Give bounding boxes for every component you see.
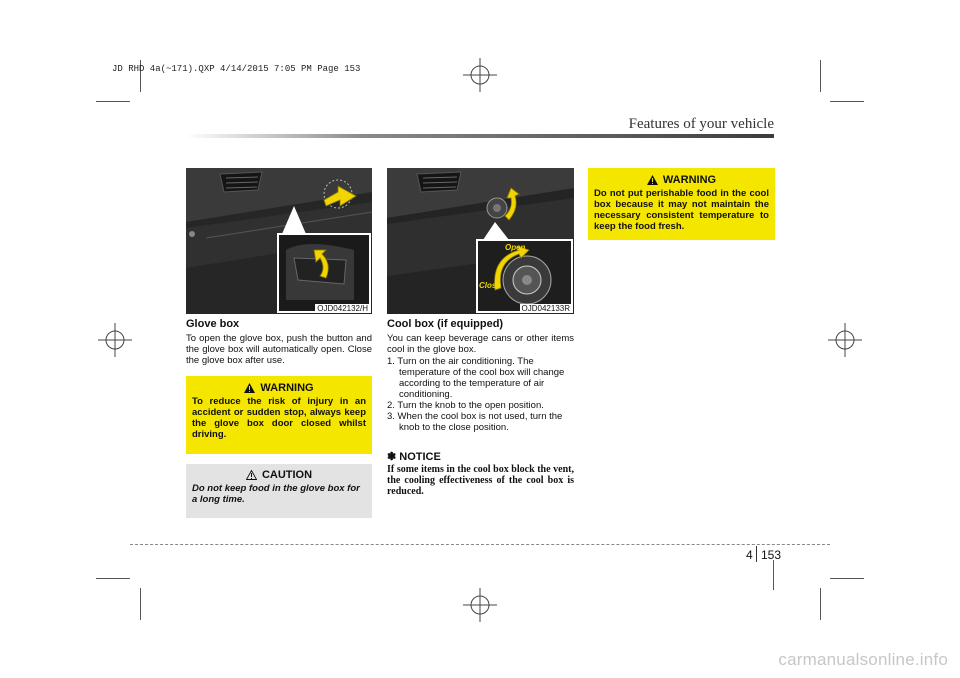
header-rule	[186, 134, 774, 138]
warning-text: To reduce the risk of injury in an accident or sudden stop, always keep the glove box door closed whilst driving.	[192, 396, 366, 440]
crop-mark	[830, 578, 864, 579]
photo-code: OJD042132/H	[317, 304, 368, 313]
page-number: 153	[761, 548, 782, 562]
caution-text: Do not keep food in the glove box for a long time.	[192, 483, 360, 505]
watermark: carmanualsonline.info	[778, 650, 948, 669]
warning-triangle-icon	[647, 175, 658, 185]
knob-close-label: Close	[479, 281, 501, 290]
caution-header	[192, 469, 366, 481]
caution-label: CAUTION	[261, 469, 313, 481]
crop-mark	[830, 101, 864, 102]
cool-box-title: Cool box (if equipped)	[387, 318, 504, 330]
glove-box-warning	[186, 376, 372, 454]
glove-box-photo	[186, 168, 372, 314]
registration-mark-icon	[828, 323, 862, 357]
registration-mark-icon	[98, 323, 132, 357]
file-slug: JD RHD 4a(~171).QXP 4/14/2015 7:05 PM Page 153	[112, 64, 361, 74]
cool-box-intro: You can keep beverage cans or other items cool in the glove box.	[387, 333, 574, 355]
glove-box-caution	[186, 464, 372, 518]
list-item: 2. Turn the knob to the open position.	[387, 400, 544, 411]
cool-box-steps	[387, 356, 574, 433]
warning-text: Do not put perishable food in the cool box because it may not maintain the necessary consistent temperature to keep the food fresh.	[594, 188, 769, 232]
list-item: 3. When the cool box is not used, turn the knob to the close position.	[387, 411, 563, 433]
crop-mark	[140, 588, 141, 620]
notice-text: If some items in the cool box block the vent, the cooling effectiveness of the cool box is reduced.	[387, 464, 574, 497]
crop-mark	[96, 578, 130, 579]
glove-box-title: Glove box	[186, 318, 240, 330]
registration-mark-icon	[463, 58, 497, 92]
warning-header	[594, 174, 769, 186]
cool-box-illustration	[387, 168, 574, 314]
photo-code: OJD042133R	[521, 304, 570, 313]
warning-header	[192, 382, 366, 394]
cool-box-photo	[387, 168, 574, 314]
page-number-divider	[756, 546, 757, 562]
warning-label: WARNING	[260, 382, 314, 394]
page-header-title: Features of your vehicle	[628, 116, 774, 132]
footer-rule	[130, 544, 830, 545]
crop-mark	[820, 588, 821, 620]
crop-mark	[96, 101, 130, 102]
registration-mark-icon	[463, 588, 497, 622]
warning-triangle-icon	[244, 383, 255, 393]
cool-box-warning	[588, 168, 775, 240]
list-item: 1. Turn on the air conditioning. The temperature of the cool box will change according to the temperature of air conditioning.	[387, 356, 565, 400]
fold-mark	[773, 560, 774, 590]
glove-box-illustration	[186, 168, 372, 314]
warning-label: WARNING	[662, 174, 717, 186]
chapter-number: 4	[746, 548, 753, 562]
glove-box-body: To open the glove box, push the button and the glove box will automatically open. Close the glove box after use.	[186, 333, 372, 366]
crop-mark	[820, 60, 821, 92]
notice-title: ✽ NOTICE	[387, 451, 441, 463]
caution-triangle-icon	[246, 470, 257, 480]
knob-open-label: Open	[505, 243, 526, 252]
